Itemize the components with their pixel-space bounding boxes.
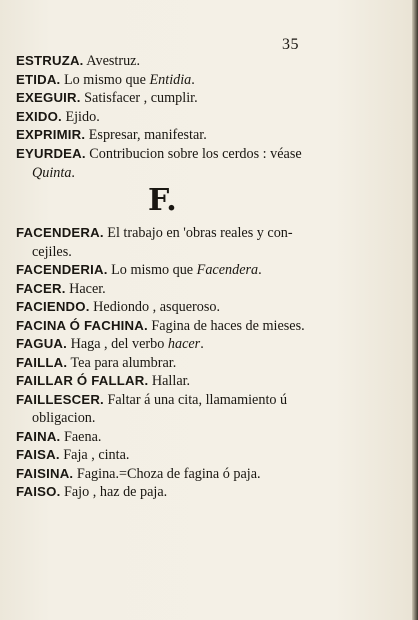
- entry: [16, 372, 318, 391]
- definition: El trabajo en 'obras reales y con-: [103, 225, 293, 241]
- page-edge-shadow: [412, 0, 418, 620]
- entry: [16, 391, 318, 428]
- definition-continuation: obligacion.: [32, 410, 96, 426]
- definition: Lo mismo que: [60, 71, 150, 88]
- definition-end: .: [258, 262, 262, 278]
- entry: [16, 335, 318, 354]
- entry: [16, 52, 316, 71]
- definition: Contribucion sobre los cerdos : véase: [85, 145, 302, 162]
- definition: Hacer.: [65, 280, 106, 297]
- definition: Espresar, manifestar.: [85, 127, 207, 144]
- entry: [16, 261, 318, 280]
- definition-end: .: [200, 336, 204, 352]
- definition-continuation: cejiles.: [32, 243, 72, 260]
- entry: [16, 428, 318, 447]
- headword: FAINA.: [16, 428, 61, 444]
- definition: Satisfacer , cumplir.: [80, 90, 198, 107]
- definition: Hallar.: [148, 373, 191, 389]
- entry: [16, 108, 316, 127]
- definition: Avestruz.: [83, 53, 141, 69]
- entries-letter-f: [16, 224, 318, 502]
- definition: Haga , del verbo: [67, 336, 168, 352]
- headword: FAISINA.: [16, 465, 74, 481]
- entry: [16, 298, 318, 317]
- headword: FAISO.: [16, 484, 61, 499]
- headword: FACINA Ó FACHINA.: [16, 317, 148, 333]
- headword: FAISA.: [16, 447, 60, 462]
- headword: FAGUA.: [16, 336, 68, 351]
- definition: Hediondo , asqueroso.: [89, 299, 221, 315]
- definition: Fagina.=Choza de fagina ó paja.: [73, 465, 261, 482]
- page-number: 35: [282, 36, 299, 53]
- entry: [16, 224, 318, 261]
- definition: Fagina de haces de mieses.: [147, 317, 305, 334]
- headword: EXEGUIR.: [16, 90, 81, 106]
- definition: Fajo , haz de paja.: [60, 484, 168, 500]
- headword: FACER.: [16, 280, 66, 296]
- headword: ESTRUZA.: [16, 53, 84, 68]
- definition: Faltar á una cita, llamamiento ú: [103, 391, 288, 408]
- headword: ETIDA.: [16, 71, 61, 87]
- headword: FACENDERIA.: [16, 262, 108, 277]
- headword: FAILLAR Ó FALLAR.: [16, 373, 149, 388]
- definition-end: .: [191, 71, 195, 88]
- definition-continuation: [16, 164, 316, 183]
- entry: [16, 483, 318, 502]
- section-letter-heading: F.: [148, 183, 177, 218]
- headword: FAILLESCER.: [16, 391, 104, 407]
- entry: [16, 465, 318, 484]
- headword: FAILLA.: [16, 354, 68, 370]
- entry: [16, 354, 318, 373]
- headword: EXPRIMIR.: [16, 127, 86, 143]
- cross-reference: Entidia: [149, 71, 192, 88]
- definition-end: .: [71, 164, 75, 181]
- headword: FACENDERA.: [16, 225, 104, 240]
- entry: [16, 280, 318, 299]
- entry: [16, 317, 318, 336]
- cross-reference: Quinta: [32, 164, 72, 181]
- headword: FACIENDO.: [16, 299, 90, 314]
- entries-letter-e: [16, 52, 316, 182]
- entry: [16, 71, 316, 90]
- headword: EYURDEA.: [16, 145, 86, 161]
- entry: [16, 89, 316, 108]
- definition: Ejido.: [61, 108, 100, 125]
- entry: [16, 145, 316, 182]
- definition: Faena.: [60, 428, 102, 445]
- definition: Tea para alumbrar.: [67, 354, 177, 371]
- definition: Lo mismo que: [107, 262, 197, 278]
- cross-reference: hacer: [167, 336, 201, 352]
- cross-reference: Facendera: [196, 262, 259, 278]
- entry: [16, 126, 316, 145]
- headword: EXIDO.: [16, 108, 62, 124]
- entry: [16, 446, 318, 465]
- definition: Faja , cinta.: [59, 447, 130, 463]
